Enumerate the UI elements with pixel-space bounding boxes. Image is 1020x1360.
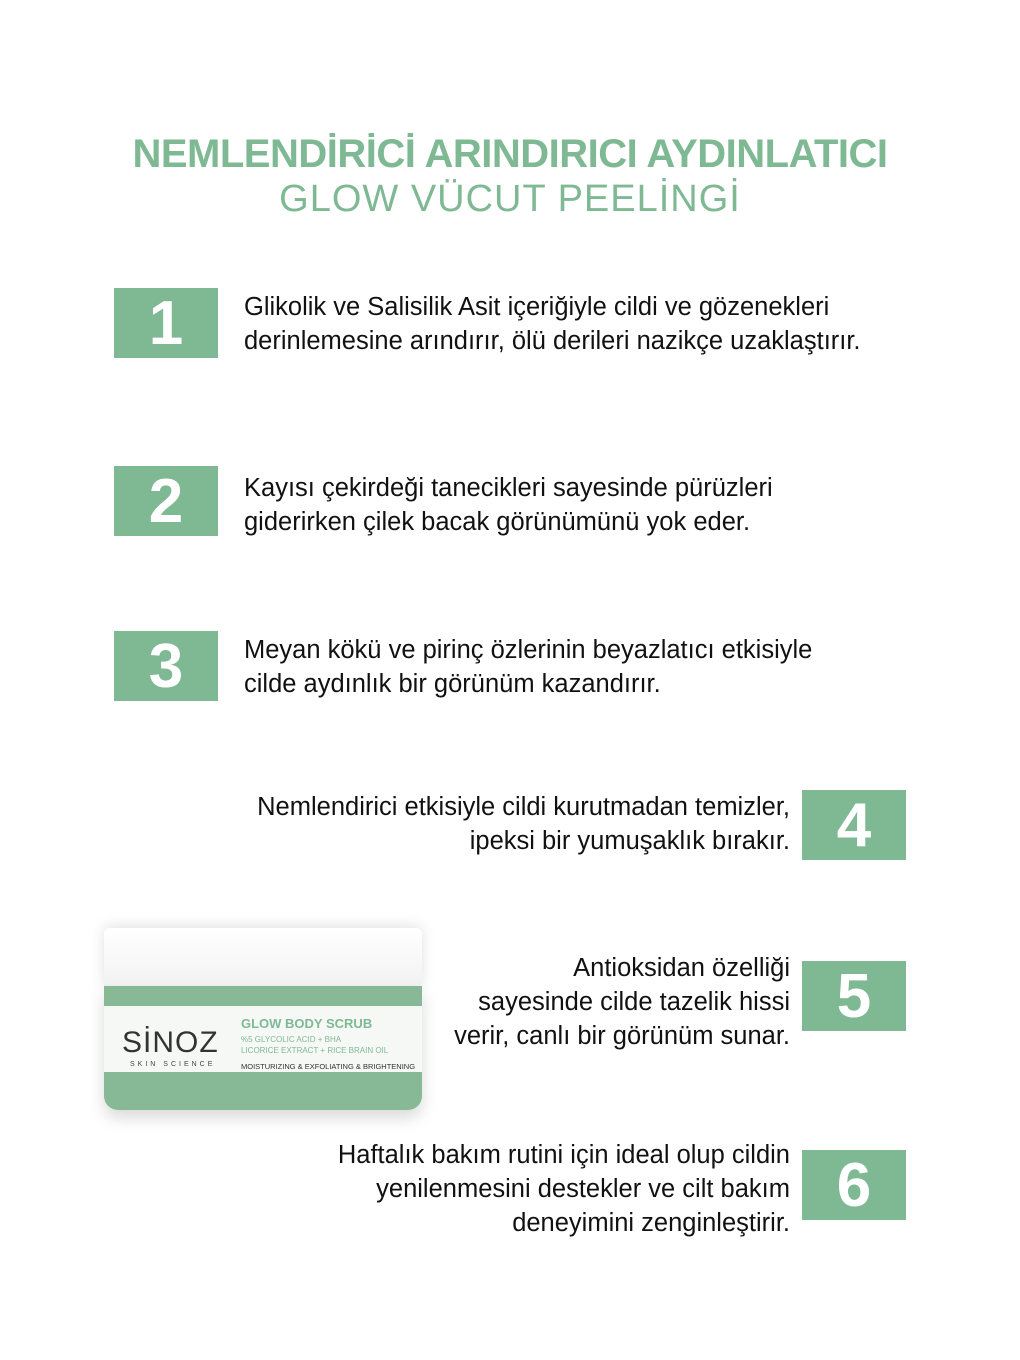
product-ingredients-2: LICORICE EXTRACT + RICE BRAIN OIL [241, 1046, 389, 1055]
feature-text-4: Nemlendirici etkisiyle cildi kurutmadan temizler, ipeksi bir yumuşaklık bırakır. [257, 793, 790, 855]
brand-subtitle: SKIN SCIENCE [130, 1061, 216, 1068]
feature-text-1: Glikolik ve Salisilik Asit içeriğiyle cildi ve gözenekleri derinlemesine arındırır, ölü derileri nazikçe uzaklaştırır. [244, 293, 861, 355]
feature-number-5: 5 [802, 961, 906, 1031]
feature-text-6: Haftalık bakım rutini için ideal olup cildin yenilenmesini destekler ve cilt bakım deneyimini zenginleştirir. [337, 1141, 790, 1237]
feature-number-2: 2 [114, 466, 218, 536]
product-ingredients-1: %5 GLYCOLIC ACID + BHA [241, 1035, 342, 1044]
feature-text-2: Kayısı çekirdeği tanecikleri sayesinde pürüzleri giderirken çilek bacak görünümünü yok eder. [244, 474, 773, 536]
product-jar-image [104, 928, 422, 1114]
feature-text-3: Meyan kökü ve pirinç özlerinin beyazlatıcı etkisiyle cilde aydınlık bir görünüm kazandırır. [244, 636, 813, 698]
feature-number-1: 1 [114, 288, 218, 358]
headline: NEMLENDİRİCİ ARINDIRICI AYDINLATICI [132, 132, 888, 176]
jar-lid [104, 928, 422, 988]
feature-text-5: Antioksidan özelliği sayesinde cilde tazelik hissi verir, canlı bir görünüm sunar. [454, 954, 790, 1050]
subheadline: GLOW VÜCUT PEELİNGİ [279, 178, 741, 220]
feature-number-3: 3 [114, 631, 218, 701]
product-claims: MOISTURIZING & EXFOLIATING & BRIGHTENING [241, 1062, 416, 1071]
jar-body [104, 986, 422, 1110]
product-name: GLOW BODY SCRUB [241, 1016, 373, 1031]
feature-number-6: 6 [802, 1150, 906, 1220]
feature-number-4: 4 [802, 790, 906, 860]
jar-label [104, 1006, 422, 1072]
brand-logo: SİNOZ [122, 1026, 219, 1059]
